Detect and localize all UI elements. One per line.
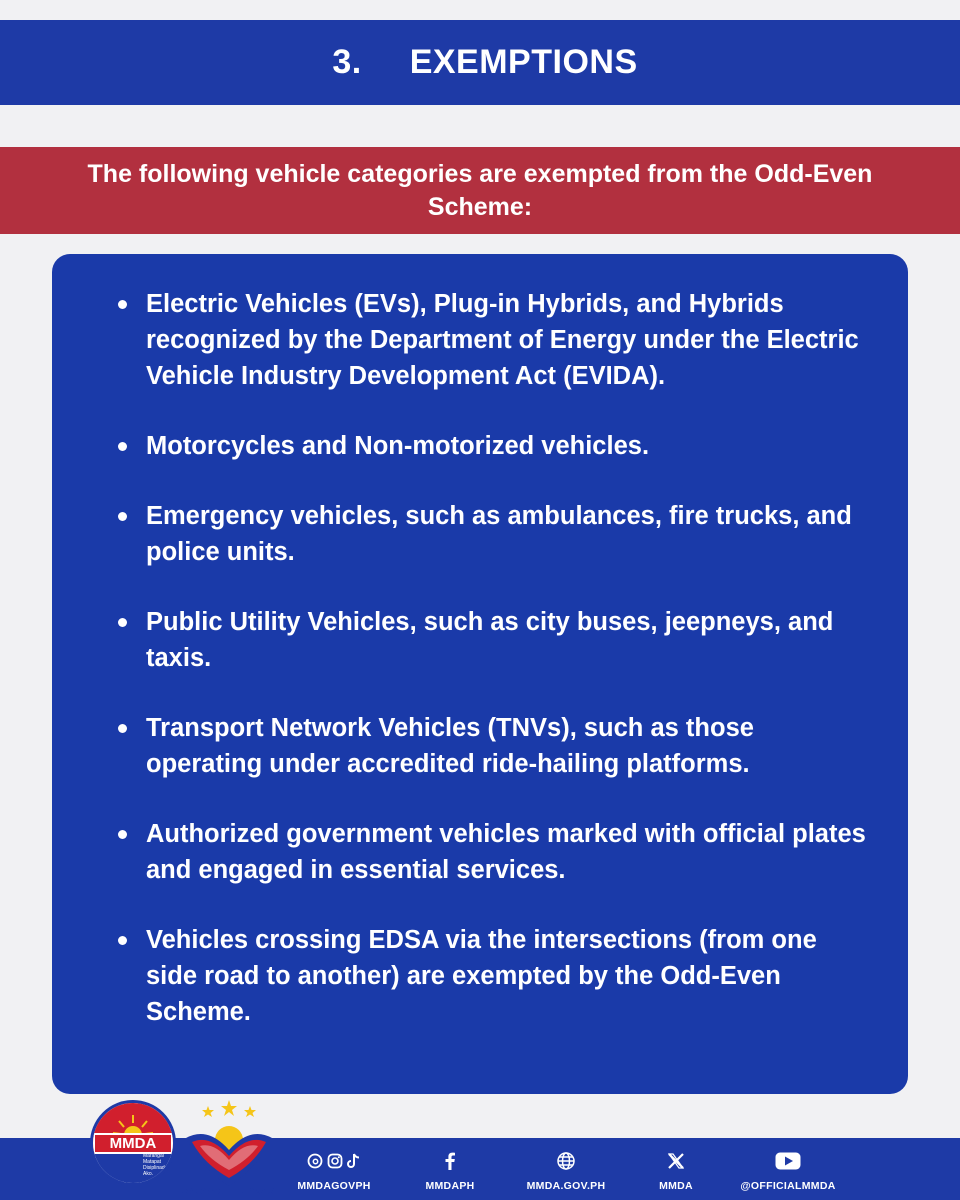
bullet-icon	[118, 512, 127, 521]
social-icons	[444, 1150, 456, 1172]
list-item-text: Authorized government vehicles marked with official plates and engaged in essential services.	[146, 820, 866, 884]
list-item-text: Vehicles crossing EDSA via the intersections (from one side road to another) are exempted by the Odd-Even Scheme.	[146, 926, 817, 1026]
mmda-logo-motto: Marangal Matapat Disiplinado Ako.	[143, 1153, 168, 1177]
list-item-text: Emergency vehicles, such as ambulances, fire trucks, and police units.	[146, 502, 852, 566]
list-item	[114, 498, 868, 570]
list-item-text: Public Utility Vehicles, such as city buses, jeepneys, and taxis.	[146, 608, 834, 672]
section-number: 3.	[332, 43, 362, 81]
social-youtube[interactable]	[718, 1150, 858, 1192]
social-label: MMDAPH	[425, 1180, 475, 1192]
bullet-icon	[118, 618, 127, 627]
social-label: MMDAGOVPH	[297, 1180, 371, 1192]
facebook-icon	[444, 1152, 456, 1170]
globe-icon	[556, 1151, 576, 1171]
list-item	[114, 428, 868, 464]
list-item-text: Motorcycles and Non-motorized vehicles.	[146, 432, 650, 460]
top-strip	[0, 0, 960, 20]
mmda-logo-word: MMDA	[93, 1133, 173, 1154]
list-item	[114, 922, 868, 1030]
list-item	[114, 710, 868, 782]
subtitle-text: The following vehicle categories are exempted from the Odd-Even Scheme:	[87, 159, 873, 221]
x-icon	[667, 1152, 685, 1170]
social-icons	[775, 1150, 801, 1172]
list-item	[114, 286, 868, 394]
social-label: MMDA	[659, 1180, 693, 1192]
list-item	[114, 604, 868, 676]
bullet-icon	[118, 442, 127, 451]
social-label: MMDA.GOV.PH	[526, 1180, 606, 1192]
subtitle-band	[0, 147, 960, 234]
social-icons	[556, 1150, 576, 1172]
section-heading: EXEMPTIONS	[409, 43, 638, 81]
bullet-icon	[118, 724, 127, 733]
tiktok-icon	[347, 1153, 361, 1169]
threads-icon	[307, 1153, 323, 1169]
exemption-list	[114, 286, 868, 1030]
list-item-text: Transport Network Vehicles (TNVs), such as those operating under accredited ride-hailing platforms.	[146, 714, 754, 778]
exemptions-card	[52, 254, 908, 1094]
social-label: @OFFICIALMMDA	[740, 1180, 836, 1192]
bagong-pilipinas-text: BAGONG PILIPINAS	[182, 1186, 274, 1196]
instagram-icon	[327, 1153, 343, 1169]
header-band	[0, 20, 960, 105]
bullet-icon	[118, 830, 127, 839]
youtube-icon	[775, 1152, 801, 1170]
list-item-text: Electric Vehicles (EVs), Plug-in Hybrids, and Hybrids recognized by the Department of Energy under the Electric Vehicle Industry Development Act (EVIDA).	[146, 290, 859, 390]
section-title	[322, 43, 637, 82]
bullet-icon	[118, 300, 127, 309]
social-icons	[307, 1150, 361, 1172]
list-item	[114, 816, 868, 888]
mmda-logo	[90, 1100, 176, 1186]
bullet-icon	[118, 936, 127, 945]
social-icons	[667, 1150, 685, 1172]
